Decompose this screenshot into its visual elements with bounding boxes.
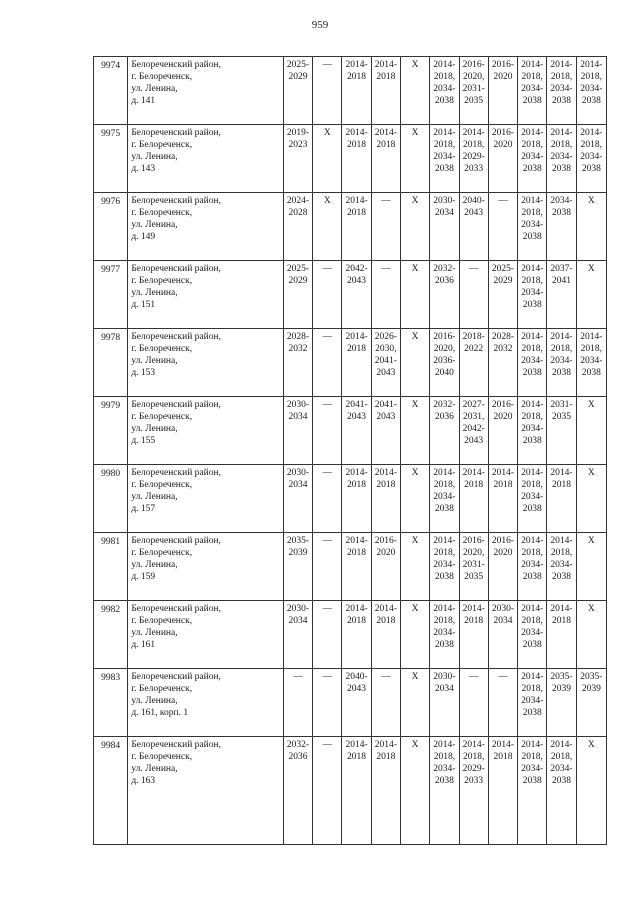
address-cell: Белореченский район, г. Белореченск, ул. Ленина, д. 153 [128, 329, 284, 397]
period-cell: X [400, 261, 429, 329]
period-cell: 2014- 2018 [342, 125, 371, 193]
period-cell: 2014- 2018, 2034- 2038 [518, 601, 547, 669]
period-cell: 2014- 2018 [459, 601, 488, 669]
address-cell: Белореченский район, г. Белореченск, ул. Ленина, д. 157 [128, 465, 284, 533]
address-cell: Белореченский район, г. Белореченск, ул. Ленина, д. 161 [128, 601, 284, 669]
row-number-cell: 9981 [94, 533, 128, 601]
period-cell: 2014- 2018, 2034- 2038 [518, 261, 547, 329]
period-cell: 2026- 2030, 2041- 2043 [371, 329, 400, 397]
period-cell: 2014- 2018, 2034- 2038 [547, 737, 576, 845]
period-cell: — [313, 397, 342, 465]
address-cell: Белореченский район, г. Белореченск, ул. Ленина, д. 151 [128, 261, 284, 329]
period-cell: 2014- 2018, 2034- 2038 [518, 737, 547, 845]
address-cell: Белореченский район, г. Белореченск, ул. Ленина, д. 143 [128, 125, 284, 193]
period-cell: X [400, 125, 429, 193]
period-cell: X [400, 193, 429, 261]
period-cell: 2041- 2043 [342, 397, 371, 465]
period-cell: 2014- 2018 [342, 193, 371, 261]
period-cell: — [459, 261, 488, 329]
period-cell: 2014- 2018 [547, 601, 576, 669]
period-cell: — [313, 465, 342, 533]
address-cell: Белореченский район, г. Белореченск, ул. Ленина, д. 149 [128, 193, 284, 261]
period-cell: X [400, 329, 429, 397]
period-cell: 2030- 2034 [283, 465, 312, 533]
period-cell: 2014- 2018, 2034- 2038 [518, 329, 547, 397]
period-cell: 2014- 2018, 2034- 2038 [547, 125, 576, 193]
period-cell: 2014- 2018, 2034- 2038 [518, 125, 547, 193]
register-table [93, 56, 607, 845]
table-row [94, 125, 607, 193]
row-number-cell: 9976 [94, 193, 128, 261]
period-cell: X [400, 601, 429, 669]
row-number-cell: 9983 [94, 669, 128, 737]
address-cell: Белореченский район, г. Белореченск, ул. Ленина, д. 163 [128, 737, 284, 845]
period-cell: 2014- 2018, 2034- 2038 [518, 57, 547, 125]
period-cell: — [313, 329, 342, 397]
period-cell: 2014- 2018 [342, 465, 371, 533]
period-cell: 2030- 2034 [430, 669, 459, 737]
period-cell: 2014- 2018, 2034- 2038 [518, 193, 547, 261]
period-cell: 2014- 2018, 2034- 2038 [576, 329, 606, 397]
row-number-cell: 9975 [94, 125, 128, 193]
period-cell: 2014- 2018, 2034- 2038 [547, 329, 576, 397]
period-cell: 2028- 2032 [488, 329, 517, 397]
period-cell: 2025- 2029 [283, 261, 312, 329]
period-cell: 2035- 2039 [576, 669, 606, 737]
period-cell: 2025- 2029 [283, 57, 312, 125]
period-cell: 2031- 2035 [547, 397, 576, 465]
period-cell: X [400, 533, 429, 601]
period-cell: 2014- 2018 [342, 601, 371, 669]
period-cell: 2030- 2034 [283, 397, 312, 465]
period-cell: 2025- 2029 [488, 261, 517, 329]
period-cell: 2016- 2020 [488, 397, 517, 465]
row-number-cell: 9974 [94, 57, 128, 125]
period-cell: 2014- 2018, 2029- 2033 [459, 737, 488, 845]
period-cell: 2016- 2020 [488, 533, 517, 601]
address-cell: Белореченский район, г. Белореченск, ул. Ленина, д. 159 [128, 533, 284, 601]
period-cell: 2014- 2018, 2034- 2038 [576, 125, 606, 193]
period-cell: 2018- 2022 [459, 329, 488, 397]
row-number-cell: 9978 [94, 329, 128, 397]
period-cell: — [313, 261, 342, 329]
period-cell: 2016- 2020, 2031- 2035 [459, 57, 488, 125]
row-number-cell: 9982 [94, 601, 128, 669]
period-cell: 2014- 2018, 2029- 2033 [459, 125, 488, 193]
period-cell: 2014- 2018, 2034- 2038 [518, 465, 547, 533]
period-cell: 2014- 2018 [371, 125, 400, 193]
period-cell: 2014- 2018, 2034- 2038 [547, 57, 576, 125]
period-cell: 2014- 2018, 2034- 2038 [576, 57, 606, 125]
period-cell: 2014- 2018 [371, 57, 400, 125]
period-cell: X [400, 57, 429, 125]
period-cell: X [576, 397, 606, 465]
period-cell: 2016- 2020 [371, 533, 400, 601]
period-cell: 2014- 2018 [488, 465, 517, 533]
period-cell: X [576, 193, 606, 261]
period-cell: 2014- 2018 [459, 465, 488, 533]
period-cell: 2028- 2032 [283, 329, 312, 397]
table-row [94, 261, 607, 329]
period-cell: 2016- 2020, 2036- 2040 [430, 329, 459, 397]
period-cell: 2016- 2020 [488, 57, 517, 125]
period-cell: 2037- 2041 [547, 261, 576, 329]
period-cell: — [283, 669, 312, 737]
period-cell: 2041- 2043 [371, 397, 400, 465]
period-cell: 2014- 2018, 2034- 2038 [518, 669, 547, 737]
period-cell: — [313, 57, 342, 125]
period-cell: X [400, 737, 429, 845]
row-number-cell: 9979 [94, 397, 128, 465]
period-cell: 2014- 2018 [371, 737, 400, 845]
table-row [94, 397, 607, 465]
period-cell: X [313, 193, 342, 261]
register-table-body [94, 57, 607, 845]
period-cell: X [576, 737, 606, 845]
period-cell: 2014- 2018, 2034- 2038 [547, 533, 576, 601]
period-cell: X [400, 465, 429, 533]
period-cell: 2016- 2020 [488, 125, 517, 193]
row-number-cell: 9980 [94, 465, 128, 533]
period-cell: — [488, 669, 517, 737]
period-cell: 2034- 2038 [547, 193, 576, 261]
period-cell: — [488, 193, 517, 261]
period-cell: 2014- 2018, 2034- 2038 [430, 737, 459, 845]
table-row [94, 57, 607, 125]
period-cell: 2030- 2034 [488, 601, 517, 669]
period-cell: X [576, 533, 606, 601]
period-cell: X [576, 465, 606, 533]
row-number-cell: 9977 [94, 261, 128, 329]
period-cell: X [313, 125, 342, 193]
period-cell: 2014- 2018 [342, 329, 371, 397]
table-row [94, 193, 607, 261]
period-cell: X [400, 669, 429, 737]
period-cell: 2014- 2018 [342, 533, 371, 601]
address-cell: Белореченский район, г. Белореченск, ул. Ленина, д. 141 [128, 57, 284, 125]
period-cell: X [576, 601, 606, 669]
period-cell: 2032- 2036 [430, 261, 459, 329]
address-cell: Белореченский район, г. Белореченск, ул. Ленина, д. 155 [128, 397, 284, 465]
period-cell: X [400, 397, 429, 465]
period-cell: 2014- 2018, 2034- 2038 [518, 533, 547, 601]
period-cell: 2014- 2018, 2034- 2038 [430, 125, 459, 193]
period-cell: 2030- 2034 [283, 601, 312, 669]
period-cell: 2014- 2018, 2034- 2038 [430, 533, 459, 601]
period-cell: 2014- 2018, 2034- 2038 [430, 601, 459, 669]
row-number-cell: 9984 [94, 737, 128, 845]
period-cell: 2035- 2039 [283, 533, 312, 601]
period-cell: — [313, 737, 342, 845]
period-cell: 2014- 2018 [488, 737, 517, 845]
period-cell: 2019- 2023 [283, 125, 312, 193]
period-cell: 2024- 2028 [283, 193, 312, 261]
period-cell: 2027- 2031, 2042- 2043 [459, 397, 488, 465]
period-cell: — [459, 669, 488, 737]
period-cell: 2014- 2018, 2034- 2038 [430, 465, 459, 533]
period-cell: 2040- 2043 [459, 193, 488, 261]
period-cell: — [371, 261, 400, 329]
period-cell: 2030- 2034 [430, 193, 459, 261]
period-cell: — [371, 193, 400, 261]
table-row [94, 601, 607, 669]
period-cell: 2014- 2018 [547, 465, 576, 533]
period-cell: X [576, 261, 606, 329]
period-cell: — [371, 669, 400, 737]
period-cell: 2014- 2018 [342, 57, 371, 125]
period-cell: — [313, 669, 342, 737]
address-cell: Белореченский район, г. Белореченск, ул. Ленина, д. 161, корп. 1 [128, 669, 284, 737]
period-cell: 2016- 2020, 2031- 2035 [459, 533, 488, 601]
table-row [94, 737, 607, 845]
period-cell: — [313, 601, 342, 669]
period-cell: 2035- 2039 [547, 669, 576, 737]
period-cell: 2014- 2018 [371, 465, 400, 533]
table-row [94, 329, 607, 397]
period-cell: 2014- 2018 [342, 737, 371, 845]
period-cell: 2014- 2018 [371, 601, 400, 669]
table-row [94, 465, 607, 533]
period-cell: 2042- 2043 [342, 261, 371, 329]
table-row [94, 669, 607, 737]
period-cell: 2032- 2036 [430, 397, 459, 465]
period-cell: 2040- 2043 [342, 669, 371, 737]
period-cell: 2014- 2018, 2034- 2038 [518, 397, 547, 465]
table-row [94, 533, 607, 601]
period-cell: — [313, 533, 342, 601]
period-cell: 2032- 2036 [283, 737, 312, 845]
period-cell: 2014- 2018, 2034- 2038 [430, 57, 459, 125]
page-number: 959 [311, 19, 329, 31]
